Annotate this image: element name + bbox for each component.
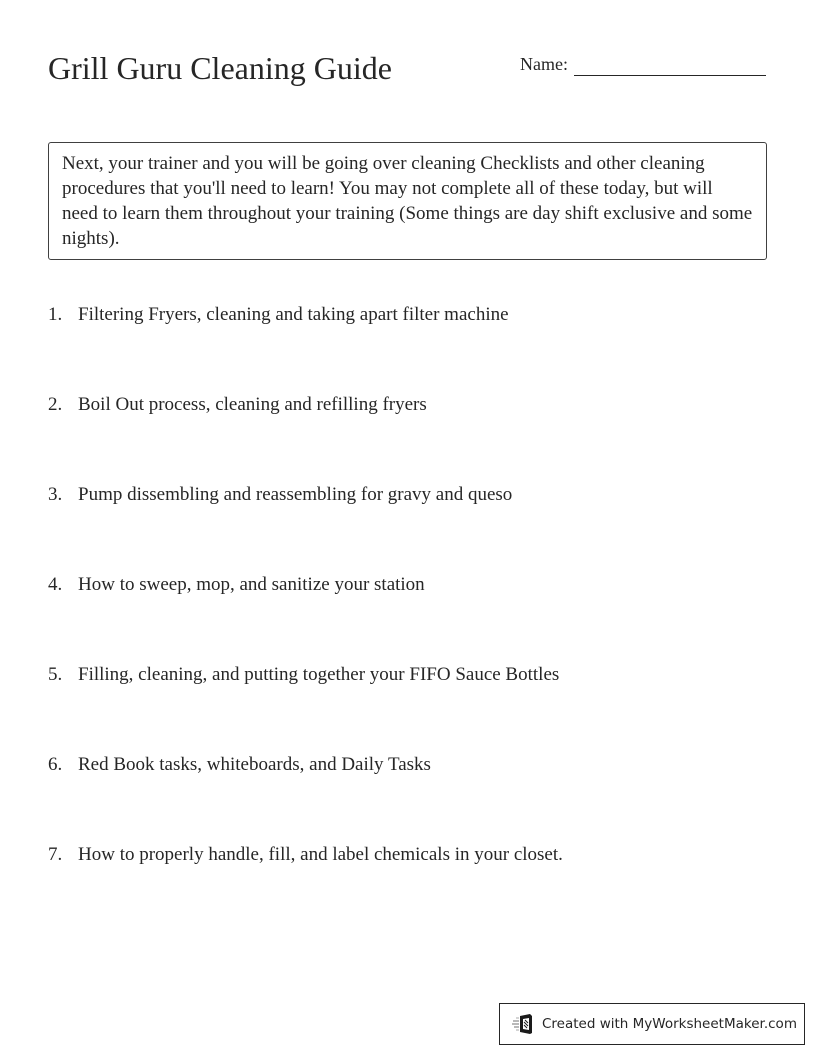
item-number: 1. [48, 304, 63, 325]
item-text: Boil Out process, cleaning and refilling fryers [78, 394, 427, 415]
item-number: 3. [48, 484, 63, 505]
page-title: Grill Guru Cleaning Guide [48, 50, 392, 86]
item-number: 4. [48, 574, 63, 595]
worksheet-maker-logo-icon [512, 1013, 536, 1035]
item-text: Filtering Fryers, cleaning and taking apart filter machine [78, 304, 509, 325]
list-item [48, 572, 563, 662]
name-input-line[interactable] [574, 53, 766, 76]
item-text: Red Book tasks, whiteboards, and Daily Tasks [78, 754, 431, 775]
list-item [48, 752, 563, 842]
item-text: How to sweep, mop, and sanitize your station [78, 574, 425, 595]
list-item [48, 482, 563, 572]
created-with-badge[interactable] [499, 1003, 805, 1045]
item-number: 5. [48, 664, 63, 685]
list-item [48, 842, 563, 932]
name-label: Name: [520, 54, 568, 74]
item-text: Pump dissembling and reassembling for gravy and queso [78, 484, 513, 505]
item-text: Filling, cleaning, and putting together your FIFO Sauce Bottles [78, 664, 560, 685]
instructions-box [48, 142, 767, 260]
item-number: 2. [48, 394, 63, 415]
item-text: How to properly handle, fill, and label chemicals in your closet. [78, 844, 563, 865]
name-field [520, 52, 766, 76]
list-item [48, 392, 563, 482]
item-number: 7. [48, 844, 63, 865]
instructions-text: Next, your trainer and you will be going over cleaning Checklists and other cleaning procedures that you'll need to learn! You may not complete all of these today, but will need to learn them throughout your training (Some things are day shift exclusive and some nights). [62, 153, 753, 249]
list-item [48, 662, 563, 752]
cleaning-task-list [48, 302, 563, 932]
item-number: 6. [48, 754, 63, 775]
badge-text: Created with MyWorksheetMaker.com [542, 1016, 797, 1032]
list-item [48, 302, 563, 392]
